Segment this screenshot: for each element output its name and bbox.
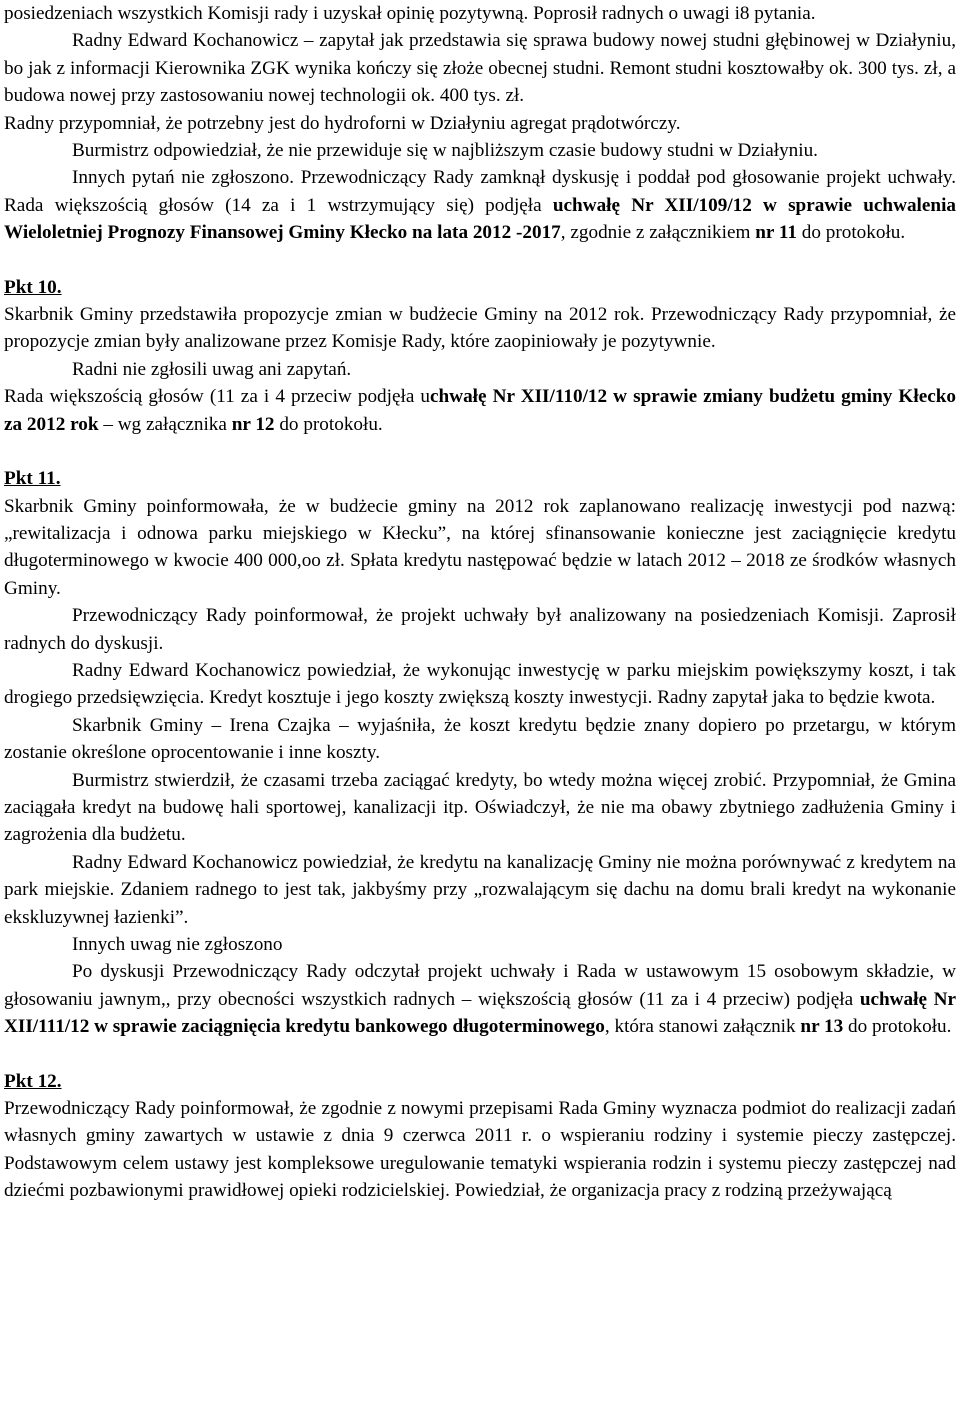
paragraph bbox=[4, 27, 956, 109]
text-run: – wg załącznika bbox=[98, 413, 232, 435]
paragraph bbox=[4, 657, 956, 712]
text-run: Przewodniczący Rady poinformował, że zgodnie z nowymi przepisami Rada Gminy wyznacza podmiot do realizacji zadań własnych gminy zawartych w ustawie z dnia 9 czerwca 2011 r. o wspieraniu rodziny i systemie pieczy zastępczej. Podstawowym celem ustawy jest kompleksowe uregulowanie tematyki wspierania rodzin i systemu pieczy zastępczej nad dziećmi pozbawionymi prawidłowej opieki rodzicielskiej. Powiedział, że organizacja pracy z rodziną przeżywającą bbox=[4, 1098, 956, 1202]
section-heading bbox=[4, 465, 956, 492]
paragraph-gap bbox=[4, 247, 956, 274]
text-run: Radny Edward Kochanowicz powiedział, że kredytu na kanalizację Gminy nie można porównywać z kredytem na park miejskie. Zdaniem radnego to jest tak, jakbyśmy przy „rozwalającym się dachu na domu brali kredyt na wykonanie ekskluzywnej łazienki”. bbox=[4, 851, 956, 928]
bold-text-run: nr 13 bbox=[800, 1016, 844, 1038]
text-run: Innych pytań nie zgłoszono. Przewodniczący Rady zamknął dyskusję i poddał pod głosowanie projekt uchwały. Rada większością głosów (14 za i 1 wstrzymujący się) podjęła bbox=[4, 167, 956, 216]
text-run: , która stanowi załącznik bbox=[604, 1016, 801, 1038]
text-run: posiedzeniach wszystkich Komisji rady i uzyskał opinię pozytywną. Poprosił radnych o uwagi i8 pytania. bbox=[4, 3, 816, 24]
paragraph bbox=[4, 493, 956, 603]
paragraph bbox=[4, 958, 956, 1040]
paragraph bbox=[4, 1095, 956, 1205]
bold-text-run: Pkt 12. bbox=[4, 1070, 62, 1092]
bold-text-run: Pkt 10. bbox=[4, 276, 62, 298]
paragraph-gap bbox=[4, 1041, 956, 1068]
bold-text-run: Pkt 11. bbox=[4, 468, 61, 490]
paragraph bbox=[4, 767, 956, 849]
text-run: Innych uwag nie zgłoszono bbox=[72, 934, 283, 955]
paragraph bbox=[4, 164, 956, 246]
text-run: Burmistrz stwierdził, że czasami trzeba zaciągać kredyty, bo wtedy można więcej zrobić. Przypomniał, że Gmina zaciągała kredyt na budowę hali sportowej, kanalizacji itp. Oświadczył, że nie ma obawy zbytniego zadłużenia Gminy i zagrożenia dla budżetu. bbox=[4, 769, 956, 846]
text-run: do protokołu. bbox=[274, 413, 383, 435]
section-heading bbox=[4, 1068, 956, 1095]
paragraph bbox=[4, 383, 956, 438]
bold-text-run: nr 12 bbox=[231, 413, 275, 435]
bold-text-run: uchwałę Nr XII/109/12 w sprawie uchwalenia Wieloletniej Prognozy Finansowej Gminy Kłecko na lata 2012 -2017 bbox=[4, 194, 956, 244]
paragraph bbox=[4, 301, 956, 356]
text-run: Skarbnik Gminy poinformowała, że w budżecie gminy na 2012 rok zaplanowano realizację inwestycji pod nazwą: „rewitalizacja i odnowa parku miejskiego w Kłecku”, na której sfinansowanie konieczne jest zaciągnięcie kredytu długoterminowego w kwocie 400 000,oo zł. Spłata kredytu następować będzie w latach 2012 – 2018 ze środków własnych Gminy. bbox=[4, 495, 956, 599]
section-heading bbox=[4, 274, 956, 301]
bold-text-run: nr 11 bbox=[755, 222, 797, 244]
text-run: Radny przypomniał, że potrzebny jest do hydroforni w Działyniu agregat prądotwórczy. bbox=[4, 112, 681, 134]
paragraph bbox=[4, 110, 956, 137]
paragraph bbox=[4, 849, 956, 931]
text-run: Radni nie zgłosili uwag ani zapytań. bbox=[72, 358, 352, 380]
bold-text-run: chwałę Nr XII/110/12 w sprawie zmiany budżetu gminy Kłecko za 2012 rok bbox=[4, 386, 956, 435]
text-run: Przewodniczący Rady poinformował, że projekt uchwały był analizowany na posiedzeniach Komisji. Zaprosił radnych do dyskusji. bbox=[4, 605, 956, 654]
text-run: do protokołu. bbox=[843, 1016, 952, 1038]
paragraph bbox=[4, 0, 956, 27]
paragraph-gap bbox=[4, 438, 956, 465]
paragraph bbox=[4, 931, 956, 958]
text-run: Rada większością głosów (11 za i 4 przeciw podjęła u bbox=[4, 386, 431, 408]
paragraph bbox=[4, 137, 956, 164]
paragraph bbox=[4, 712, 956, 767]
text-run: Radny Edward Kochanowicz – zapytał jak przedstawia się sprawa budowy nowej studni głębinowej w Działyniu, bo jak z informacji Kierownika ZGK wynika kończy się złoże obecnej studni. Remont studni kosztowałby ok. 300 tys. zł, a budowa nowej przy zastosowaniu nowej technologii ok. 400 tys. zł. bbox=[4, 30, 956, 107]
bold-text-run: uchwałę Nr XII/111/12 w sprawie zaciągnięcia kredytu bankowego długoterminowego bbox=[4, 988, 957, 1038]
text-run: Skarbnik Gminy przedstawiła propozycje zmian w budżecie Gminy na 2012 rok. Przewodniczący Rady przypomniał, że propozycje zmian były analizowane przez Komisje Rady, które zaopiniowały je pozytywnie. bbox=[4, 304, 956, 353]
text-run: , zgodnie z załącznikiem bbox=[560, 222, 756, 244]
paragraph bbox=[4, 602, 956, 657]
text-run: Skarbnik Gminy – Irena Czajka – wyjaśniła, że koszt kredytu będzie znany dopiero po przetargu, w którym zostanie określone oprocentowanie i inne koszty. bbox=[4, 714, 956, 764]
text-run: Po dyskusji Przewodniczący Rady odczytał projekt uchwały i Rada w ustawowym 15 osobowym składzie, w głosowaniu jawnym,, przy obecności wszystkich radnych – większością głosów (11 za i 4 przeciw) podjęła bbox=[4, 961, 956, 1010]
text-run: Burmistrz odpowiedział, że nie przewiduje się w najbliższym czasie budowy studni w Działyniu. bbox=[72, 140, 818, 162]
paragraph bbox=[4, 356, 956, 383]
text-run: Radny Edward Kochanowicz powiedział, że wykonując inwestycję w parku miejskim powiększymy koszt, i tak drogiego przedsięwzięcia. Kredyt kosztuje i jego koszty zwiększą koszty inwestycji. Radny zapytał jaka to będzie kwota. bbox=[4, 659, 956, 709]
text-run: do protokołu. bbox=[796, 222, 906, 244]
